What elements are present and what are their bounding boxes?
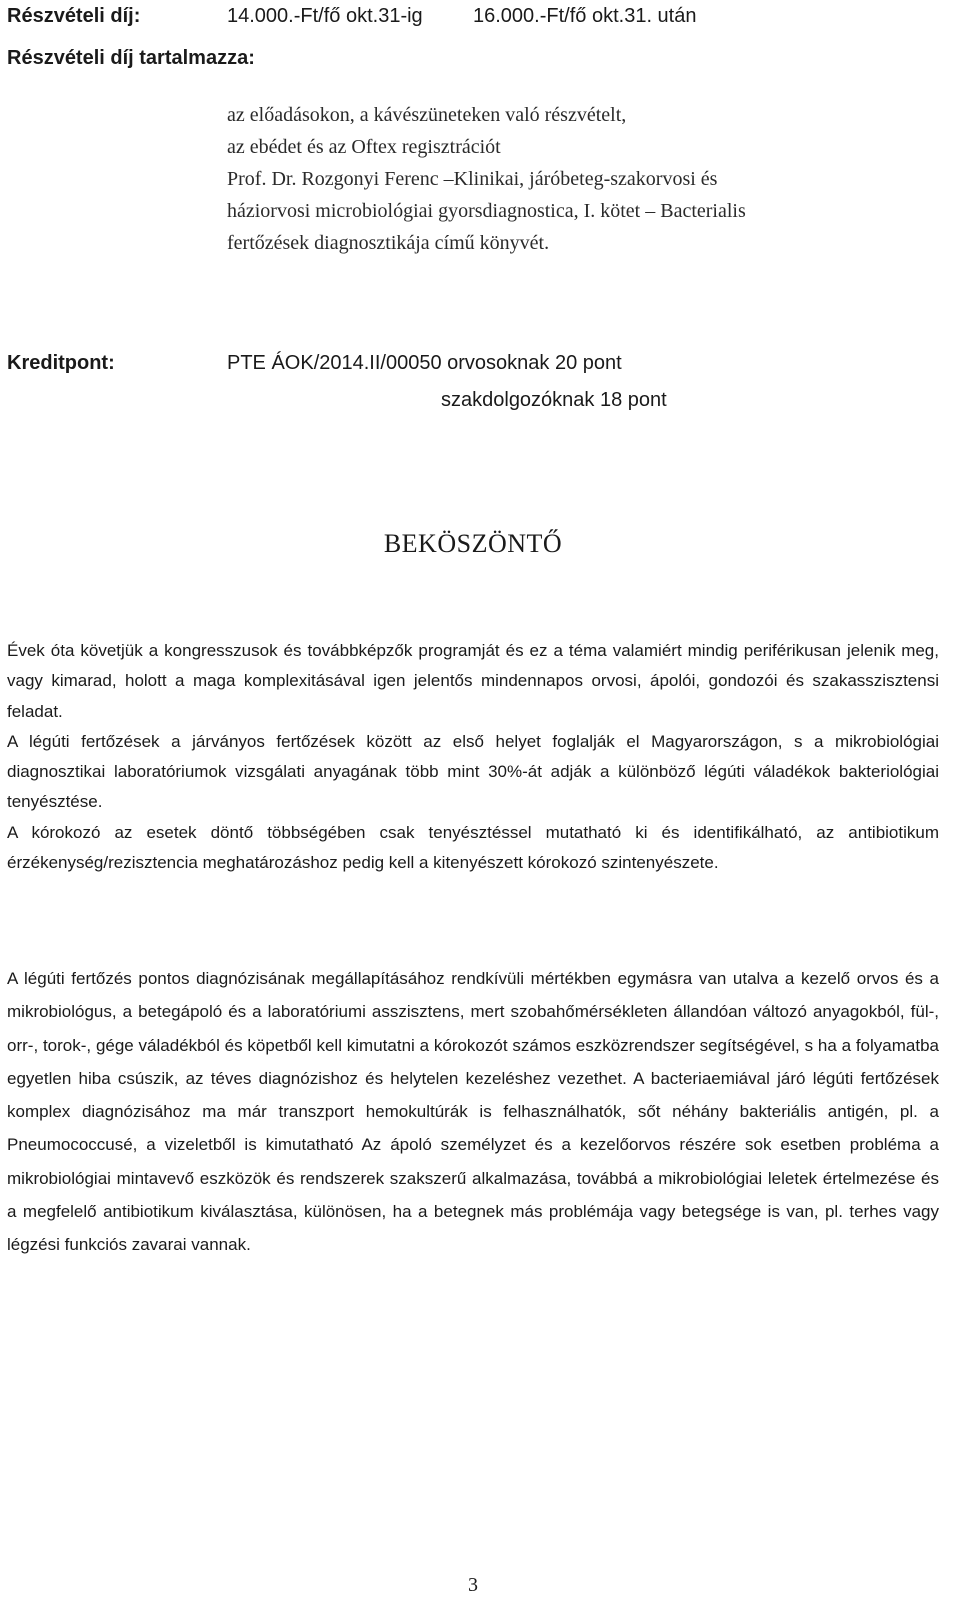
page-number: 3 [468,1574,478,1596]
includes-item: az ebédet és az Oftex regisztrációt [227,136,501,158]
fee-early-price: 14.000.-Ft/fő okt.31-ig [227,5,423,27]
includes-item: fertőzések diagnosztikája című könyvét. [227,232,550,254]
welcome-paragraph: A légúti fertőzés pontos diagnózisának megállapításához rendkívüli mértékben egymásra van utalva a kezelő orvos és a mikrobiológus, a betegápoló és a laboratóriumi asszisztens, mert szobahőmérsékleten állandóan változó anyagokból, fül-, orr-, torok-, gége váladékból és köpetből kell kimutatni a kórokozót számos eszközrendszer segítségével, s ha a folyamatba egyetlen hiba csúszik, az téves diagnózishoz és helytelen kezeléshez vezethet. A bacteriaemiával járó légúti fertőzések komplex diagnózisához ma már transzport hemokultúrák is felhasználhatók, sőt néhány bakteriális antigén, pl. a Pneumococcusé, a vizeletből is kimutatható Az ápoló személyzet és a kezelőorvos részére sok esetben probléma a mikrobiológiai mintavevő eszközök és rendszerek szakszerű alkalmazása, továbbá a mikrobiológiai leletek értelmezése és a megfelelő antibiotikum kiválasztása, különösen, ha a betegnek más problémája vagy betegsége is van, pl. terhes vagy légzési funkciós zavarai vannak. [7,969,939,1255]
includes-item: Prof. Dr. Rozgonyi Ferenc –Klinikai, járóbeteg-szakorvosi és [227,168,718,190]
credit-doctors: PTE ÁOK/2014.II/00050 orvosoknak 20 pont [227,352,622,374]
credit-label: Kreditpont: [7,352,115,374]
includes-label: Részvételi díj tartalmazza: [7,47,255,69]
welcome-intro-block [7,636,939,878]
welcome-main-block [7,962,939,1262]
welcome-paragraph: A kórokozó az esetek döntő többségében csak tenyésztéssel mutatható ki és identifikálható, az antibiotikum érzékenység/rezisztencia meghatározáshoz pedig kell a kitenyészett kórokozó szintenyészete. [7,822,939,873]
includes-list [227,99,746,259]
credit-staff: szakdolgozóknak 18 pont [441,389,667,411]
welcome-paragraph: Évek óta követjük a kongresszusok és továbbképzők programját és ez a téma valamiért mindig periférikusan jelenik meg, vagy kimarad, holott a maga komplexitásával igen jelentős mindennapos orvosi, ápolói, gondozói és szakasszisztensi feladat. [7,641,939,721]
fee-late-price: 16.000.-Ft/fő okt.31. után [473,5,697,27]
welcome-paragraph: A légúti fertőzések a járványos fertőzések között az első helyet foglalják el Magyarországon, s a mikrobiológiai diagnosztikai laboratóriumok vizsgálati anyagának több mint 30%-át adják a különböző légúti váladékok bakteriológiai tenyésztése. [7,731,939,812]
welcome-heading: BEKÖSZÖNTŐ [383,529,563,558]
includes-item: háziorvosi microbiológiai gyorsdiagnostica, I. kötet – Bacterialis [227,200,746,222]
fee-label: Részvételi díj: [7,5,141,27]
includes-item: az előadásokon, a kávészüneteken való részvételt, [227,104,627,126]
